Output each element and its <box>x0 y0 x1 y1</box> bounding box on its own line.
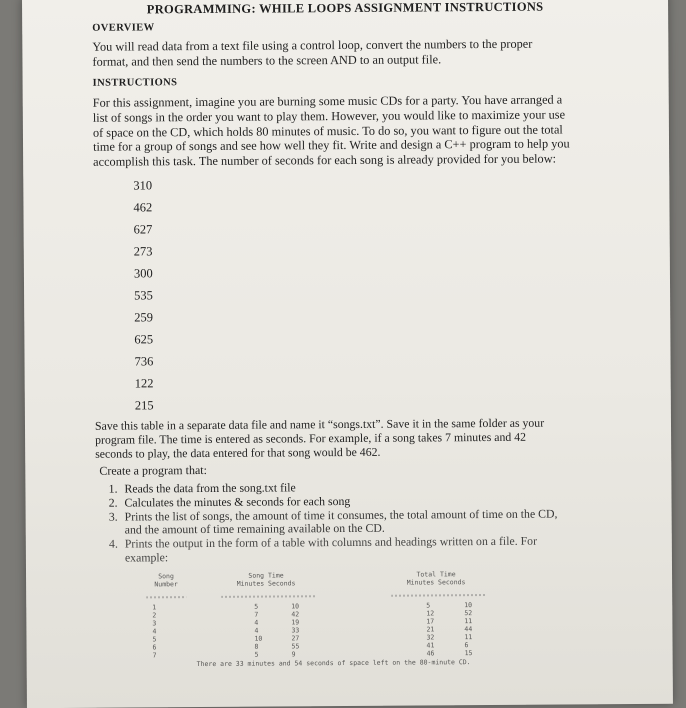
table-cell: 12 <box>426 609 435 618</box>
song-seconds-value: 122 <box>134 376 154 391</box>
overview-heading: OVERVIEW <box>92 22 155 34</box>
song-seconds-value: 273 <box>133 244 153 259</box>
table-cell: 46 <box>426 649 435 658</box>
table-cell: 5 <box>152 635 157 644</box>
table-cell: 11 <box>464 617 473 626</box>
save-paragraph <box>95 417 544 462</box>
table-cell: 44 <box>464 625 473 634</box>
header-total-time: Total Time Minutes Seconds <box>406 570 466 587</box>
table-cell: 2 <box>152 611 157 620</box>
table-cell: 10 <box>464 601 473 610</box>
table-cell: 3 <box>152 619 157 628</box>
table-cell: 7 <box>152 651 157 660</box>
table-cell: 15 <box>464 649 473 658</box>
save-line: Save this table in a separate data file and name it “songs.txt”. Save it in the same folder as your <box>94 415 545 433</box>
instructions-line: time for a group of songs and see how well they fit. Write and design a C++ program to help you <box>93 136 570 155</box>
table-cell: 6 <box>464 641 469 650</box>
table-cell: 41 <box>426 641 435 650</box>
table-cell: 9 <box>291 650 296 659</box>
table-cell: 5 <box>254 650 259 659</box>
table-cell: 4 <box>254 618 259 627</box>
save-line: program file. The time is entered as seconds. For example, if a song takes 7 minutes and 42 <box>95 429 527 447</box>
table-cell: 19 <box>291 618 300 627</box>
table-cell: 4 <box>254 626 259 635</box>
instructions-line: For this assignment, imagine you are burning some music CDs for a party. You have arranged a <box>92 92 563 110</box>
instructions-line: list of songs in the order you want to play them. However, you would like to maximize your use <box>92 107 566 125</box>
song-seconds-value: 625 <box>134 332 154 347</box>
header-song-time: Song Time Minutes Seconds <box>236 571 296 588</box>
page-title: PROGRAMMING: WHILE LOOPS ASSIGNMENT INSTRUCTIONS <box>146 0 544 17</box>
table-cell: 6 <box>152 643 157 652</box>
overview-line: format, and then send the numbers to the screen AND to an output file. <box>92 52 442 69</box>
overview-line: You will read data from a text file using a control loop, convert the numbers to the proper <box>92 36 533 54</box>
song-seconds-value: 462 <box>133 200 153 215</box>
example-footer: There are 33 minutes and 54 seconds of space left on the 80-minute CD. <box>196 658 471 669</box>
table-cell: 4 <box>152 627 157 636</box>
table-cell: 17 <box>426 617 435 626</box>
table-cell: 33 <box>291 626 300 635</box>
instructions-line: of space on the CD, which holds 80 minutes of music. To do so, you want to figure out the total <box>92 122 563 140</box>
header-underline <box>391 594 486 597</box>
table-cell: 42 <box>291 610 300 619</box>
table-cell: 7 <box>254 610 259 619</box>
song-seconds-value: 310 <box>133 178 153 193</box>
instructions-line: accomplish this task. The number of seconds for each song is already provided for you below: <box>93 151 557 169</box>
table-cell: 52 <box>464 609 473 618</box>
song-seconds-value: 300 <box>133 266 153 281</box>
song-seconds-value: 259 <box>134 310 154 325</box>
table-cell: 21 <box>426 625 435 634</box>
table-cell: 8 <box>254 642 259 651</box>
table-cell: 27 <box>291 634 300 643</box>
header-underline <box>221 595 316 598</box>
step-item: 1. Reads the data from the song.txt file <box>120 479 570 496</box>
table-cell: 11 <box>464 633 473 642</box>
song-seconds-value: 627 <box>133 222 153 237</box>
header-song-number: Song Number <box>154 572 178 589</box>
table-cell: 55 <box>291 642 300 651</box>
header-underline <box>146 596 186 598</box>
table-cell: 5 <box>426 601 431 610</box>
table-cell: 5 <box>254 602 259 611</box>
instructions-paragraph <box>93 92 570 169</box>
step-item: 4. Prints the output in the form of a table with columns and headings written on a file. For example: <box>121 535 571 566</box>
steps-list <box>103 479 571 565</box>
table-cell: 32 <box>426 633 435 642</box>
table-cell: 1 <box>152 603 157 612</box>
song-seconds-value: 736 <box>134 354 154 369</box>
table-cell: 10 <box>254 634 263 643</box>
assignment-page <box>22 0 673 708</box>
step-item: 2. Calculates the minutes & seconds for each song <box>120 493 570 510</box>
song-seconds-value: 215 <box>134 398 154 413</box>
example-output-table <box>146 569 577 672</box>
overview-paragraph <box>92 37 532 70</box>
create-label: Create a program that: <box>99 462 207 478</box>
save-line: seconds to play, the data entered for that song would be 462. <box>95 444 381 461</box>
table-cell: 10 <box>291 602 300 611</box>
instructions-heading: INSTRUCTIONS <box>92 77 178 89</box>
song-seconds-value: 535 <box>134 288 153 303</box>
step-item: 3. Prints the list of songs, the amount of time it consumes, the total amount of time on the CD, and the amount of time remaining available on the CD. <box>121 507 571 538</box>
